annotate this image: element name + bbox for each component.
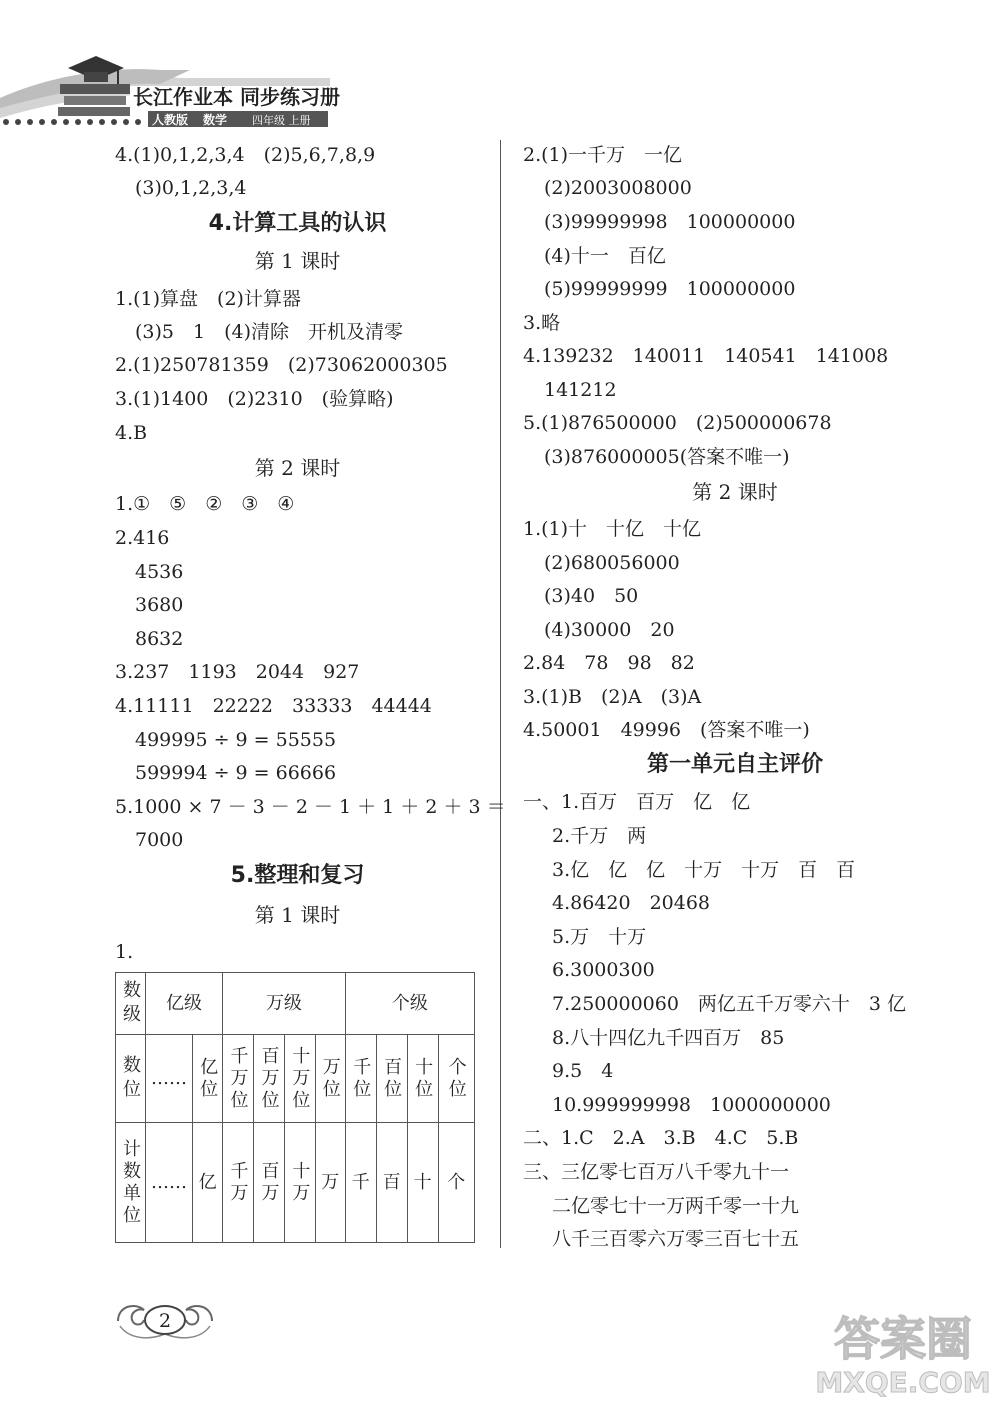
- answer-line: 1.① ⑤ ② ③ ④: [115, 493, 295, 515]
- answer-line: 6.3000300: [552, 959, 655, 981]
- answer-line: 3.(1)1400 (2)2310 (验算略): [115, 388, 394, 410]
- answer-line: 5.1000 × 7 － 3 － 2 － 1 ＋ 1 ＋ 2 ＋ 3 ＝: [115, 796, 506, 818]
- header-title: 长江作业本: [133, 85, 233, 109]
- answer-line: 4.(1)0,1,2,3,4 (2)5,6,7,8,9: [115, 144, 376, 166]
- header-grade: 四年级 上册: [252, 114, 311, 127]
- table-cell: 十万: [284, 1123, 315, 1243]
- answer-line: 3.亿 亿 亿 十万 十万 百 百: [552, 859, 856, 881]
- table-cell: 万: [315, 1123, 345, 1243]
- table-cell: 万位: [315, 1035, 345, 1123]
- graduation-cap-icon: [58, 56, 130, 116]
- table-cell: 十万位: [284, 1035, 315, 1123]
- unit-title: 第一单元自主评价: [646, 752, 823, 777]
- book-header: [0, 0, 1000, 140]
- table-cell: 百万: [253, 1123, 284, 1243]
- answer-line: 二亿零七十一万两千零一十九: [552, 1195, 800, 1217]
- table-cell: ……: [146, 1035, 193, 1123]
- answer-line: (3)876000005(答案不唯一): [544, 446, 790, 468]
- answer-line: 二、1.C 2.A 3.B 4.C 5.B: [523, 1127, 799, 1149]
- answer-line: 2.(1)一千万 一亿: [523, 144, 683, 166]
- table-cell: 数级: [116, 973, 146, 1035]
- table-cell: 千位: [345, 1035, 376, 1123]
- section-title-5: 5.整理和复习: [230, 863, 365, 888]
- answer-line: (3)0,1,2,3,4: [135, 177, 247, 199]
- watermark-url: MXQE.COM: [815, 1366, 991, 1399]
- table-cell: 千万: [223, 1123, 254, 1243]
- section-title-4: 4.计算工具的认识: [208, 211, 387, 236]
- column-divider: [500, 140, 501, 1248]
- answer-line: 2.416: [115, 527, 170, 549]
- answer-line: 4536: [135, 561, 184, 583]
- answer-line: (3)99999998 100000000: [544, 211, 796, 233]
- answer-line: 7.250000060 两亿五千万零六十 3 亿: [552, 993, 907, 1015]
- answer-line: 8632: [135, 628, 184, 650]
- page-number: 2: [158, 1310, 172, 1332]
- answer-line: 2.千万 两: [552, 825, 647, 847]
- answer-line: 141212: [544, 379, 617, 401]
- table-cell: 百: [376, 1123, 407, 1243]
- header-banner-graphic: [0, 0, 1000, 140]
- table-cell: 个级: [345, 973, 474, 1035]
- watermark-title: 答案圈: [834, 1312, 972, 1366]
- lesson-title: 第 1 课时: [254, 903, 341, 927]
- table-cell: 数位: [116, 1035, 146, 1123]
- table-cell: ……: [146, 1123, 193, 1243]
- page-number-ornament: [110, 1296, 220, 1346]
- answer-line: 一、1.百万 百万 亿 亿: [523, 791, 751, 813]
- answer-line: (3)40 50: [544, 585, 639, 607]
- answer-line: 5.万 十万: [552, 926, 647, 948]
- answer-line: 1.(1)算盘 (2)计算器: [115, 288, 301, 310]
- answer-line: 7000: [135, 829, 184, 851]
- table-cell: 十位: [407, 1035, 438, 1123]
- lesson-title: 第 2 课时: [254, 456, 341, 480]
- header-subject: 数学: [203, 113, 228, 127]
- answer-line: 499995 ÷ 9 = 55555: [135, 729, 337, 751]
- answer-line: 1.(1)十 十亿 十亿: [523, 518, 702, 540]
- lesson-title: 第 2 课时: [692, 480, 778, 504]
- answer-line: 4.11111 22222 33333 44444: [115, 695, 432, 717]
- answer-line: (3)5 1 (4)清除 开机及清零: [135, 321, 404, 343]
- answer-line: 9.5 4: [552, 1060, 614, 1082]
- table-cell: 千万位: [223, 1035, 254, 1123]
- table-cell: 个位: [438, 1035, 474, 1123]
- table-cell: 万级: [223, 973, 346, 1035]
- table-cell: 亿位: [193, 1035, 223, 1123]
- answer-line: (4)30000 20: [544, 619, 675, 641]
- table-cell: 亿: [193, 1123, 223, 1243]
- answer-line: (2)2003008000: [544, 177, 692, 199]
- answer-line: 599994 ÷ 9 = 66666: [135, 762, 337, 784]
- answer-line: 3680: [135, 594, 184, 616]
- answer-line: 3.(1)B (2)A (3)A: [523, 686, 702, 708]
- table-cell: 亿级: [146, 973, 223, 1035]
- answer-line: 4.139232 140011 140541 141008: [523, 345, 889, 367]
- answer-line: (4)十一 百亿: [544, 245, 666, 267]
- table-cell: 百万位: [253, 1035, 284, 1123]
- lesson-title: 第 1 课时: [254, 249, 341, 273]
- site-watermark: [808, 1300, 998, 1400]
- watermark-graphic: [808, 1300, 998, 1400]
- ornament-icon: [110, 1296, 220, 1346]
- table-cell: 个: [438, 1123, 474, 1243]
- table-cell: 十: [407, 1123, 438, 1243]
- answer-line: 2.(1)250781359 (2)73062000305: [115, 354, 448, 376]
- answer-line: 3.237 1193 2044 927: [115, 661, 360, 683]
- table-cell: 百位: [376, 1035, 407, 1123]
- table-cell: 千: [345, 1123, 376, 1243]
- table-cell: 计数单位: [116, 1123, 146, 1243]
- answer-line: 三、三亿零七百万八千零九十一: [523, 1161, 790, 1183]
- answer-line: 4.86420 20468: [552, 892, 711, 914]
- answer-line: 1.: [115, 941, 134, 963]
- answer-line: 八千三百零六万零三百七十五: [552, 1228, 800, 1250]
- answer-line: 3.略: [523, 312, 561, 334]
- answer-line: 4.50001 49996 (答案不唯一): [523, 719, 810, 741]
- answer-line: (2)680056000: [544, 552, 680, 574]
- answer-line: (5)99999999 100000000: [544, 278, 796, 300]
- answer-line: 8.八十四亿九千四百万 85: [552, 1027, 785, 1049]
- answer-line: 4.B: [115, 422, 148, 444]
- header-subtitle: 同步练习册: [240, 85, 340, 109]
- answer-line: 10.999999998 1000000000: [552, 1094, 831, 1116]
- answer-line: 2.84 78 98 82: [523, 652, 695, 674]
- header-edition: 人教版: [152, 113, 189, 127]
- answer-line: 5.(1)876500000 (2)500000678: [523, 412, 832, 434]
- place-value-table: [115, 972, 475, 1243]
